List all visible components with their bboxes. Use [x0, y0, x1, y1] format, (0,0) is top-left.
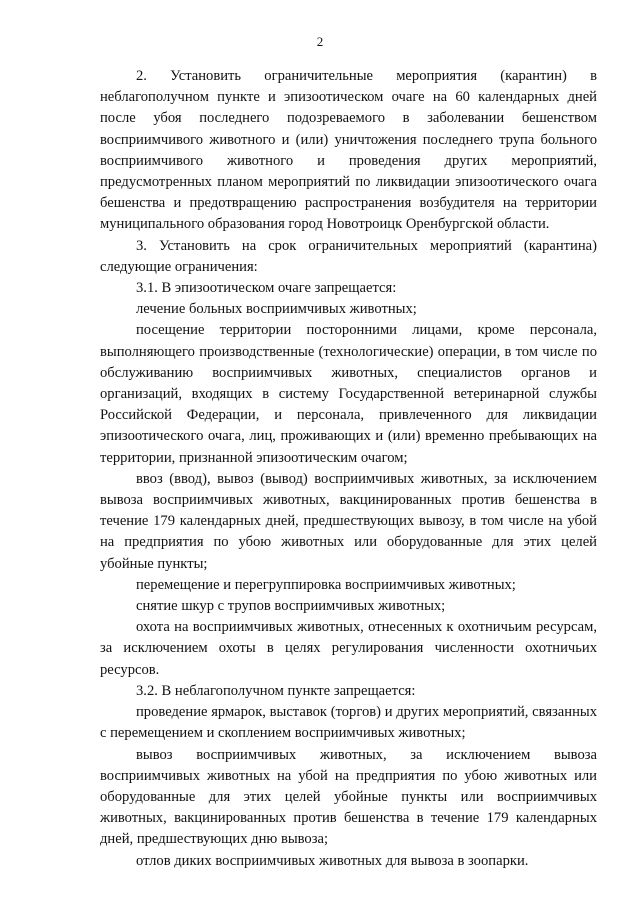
paragraph-import-export: ввоз (ввод), вывоз (вывод) восприимчивых животных, за исключением вывоза восприимчивых животных, вакцинированных против бешенства в течение 179 календарных дней, предшествующих вывозу, в том числе на убой на предприятия по убою животных или оборудованные для этих целей убойные пункты; [100, 470, 597, 572]
paragraph-hunting: охота на восприимчивых животных, отнесенных к охотничьим ресурсам, за исключением охоты в целях регулирования численности охотничьих ресурсов. [100, 619, 597, 678]
paragraph-skinning: снятие шкур с трупов восприимчивых животных; [136, 598, 446, 615]
paragraph-3-1-heading: 3.1. В эпизоотическом очаге запрещается: [136, 280, 397, 297]
paragraph-fairs: проведение ярмарок, выставок (торгов) и других мероприятий, связанных с перемещением и скоплением восприимчивых животных; [100, 704, 597, 742]
paragraph-regrouping: перемещение и перегруппировка восприимчивых животных; [136, 576, 516, 593]
paragraph-removal: вывоз восприимчивых животных, за исключением вывоза восприимчивых животных на убой на предприятия по убою животных или оборудованные для этих целей убойные пункты или восприимчивых животных, вакцинированных против бешенства в течение 179 календарных дней, предшествующих дню вывоза; [100, 746, 597, 848]
paragraph-3-restrictions: 3. Установить на срок ограничительных мероприятий (карантина) следующие ограничения: [100, 237, 597, 275]
paragraph-2-quarantine: 2. Установить ограничительные мероприятия (карантин) в неблагополучном пункте и эпизоотическом очаге на 60 календарных дней после убоя последнего подозреваемого в заболевании бешенством восприимчивого животного и (или) уничтожения последнего трупа больного восприимчивого животного и проведения других мероприятий, предусмотренных планом мероприятий по ликвидации эпизоотического очага бешенства и предотвращению распространения возбудителя на территории муниципального образования город Новотроицк Оренбургской области. [100, 68, 597, 233]
page-number: 2 [316, 34, 324, 49]
document-body [100, 66, 597, 872]
paragraph-capture: отлов диких восприимчивых животных для вывоза в зоопарки. [136, 852, 529, 869]
paragraph-3-2-heading: 3.2. В неблагополучном пункте запрещается: [136, 682, 416, 699]
paragraph-treatment: лечение больных восприимчивых животных; [136, 301, 417, 318]
paragraph-visiting: посещение территории посторонними лицами, кроме персонала, выполняющего производственные (технологические) операции, в том числе по обслуживанию восприимчивых животных, специалистов органов и организаций, входящих в систему Государственной ветеринарной службы Российской Федерации, и персонала, привлеченного для ликвидации эпизоотического очага, лиц, проживающих и (или) временно пребывающих на территории, признанной эпизоотическим очагом; [100, 322, 597, 466]
